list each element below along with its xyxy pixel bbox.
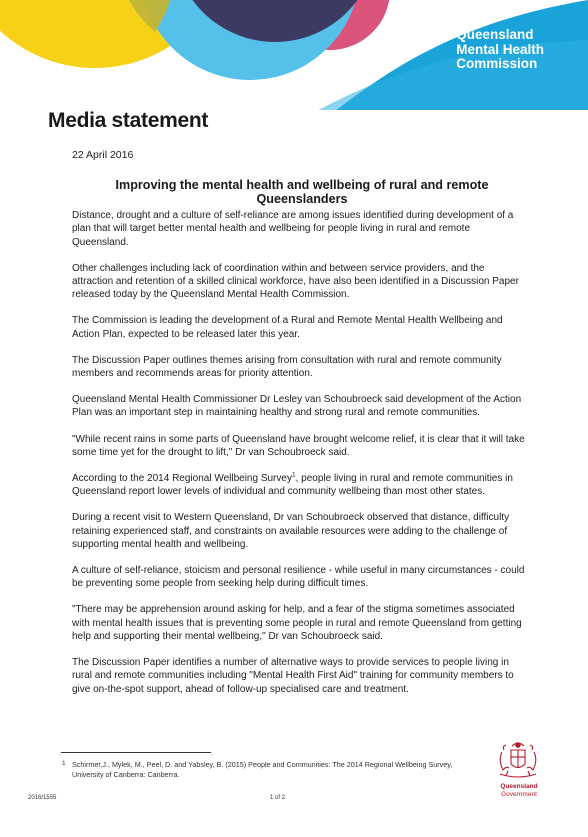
- body-text: [72, 209, 528, 709]
- paragraph: During a recent visit to Western Queensland, Dr van Schoubroeck observed that distance, difficulty retaining experienced staff, and constraints on available resources were adding to the challenge of supporting mental health and wellbeing.: [72, 512, 510, 550]
- org-name-line: Queensland: [456, 27, 534, 42]
- page-number: 1 of 2: [270, 795, 286, 801]
- footnote-marker: 1: [62, 760, 66, 767]
- release-date: 22 April 2016: [72, 149, 134, 161]
- document-reference: 2016/1555: [28, 795, 57, 801]
- paragraph: "There may be apprehension around asking for help, and a fear of the stigma sometimes associated with mental health issues that is preventing some people in rural and remote Queensland from getting help and supporting their mental wellbeing," Dr van Schoubroeck said.: [72, 604, 522, 642]
- paragraph: A culture of self-reliance, stoicism and personal resilience - while useful in many circumstances - could be preventing some people from seeking help during difficult times.: [72, 565, 525, 590]
- footnote-divider: [61, 752, 211, 753]
- org-name-line: Commission: [456, 56, 538, 71]
- queensland-crest-icon: [494, 740, 542, 782]
- footnote: [62, 760, 462, 779]
- survey-text: According to the 2014 Regional Wellbeing Survey: [72, 472, 292, 484]
- paragraph-survey: [72, 472, 528, 499]
- paragraph: The Discussion Paper identifies a number of alternative ways to provide services to people living in rural and remote communities including "Mental Health First Aid" training for community members to give on-the-spot support, ahead of follow-up specialised care and treatment.: [72, 657, 514, 695]
- gov-logo-line: Queensland: [500, 783, 538, 790]
- paragraph: Queensland Mental Health Commissioner Dr Lesley van Schoubroeck said development of the Action Plan was an important step in maintaining healthy and strong rural and remote communities.: [72, 394, 522, 419]
- paragraph: Other challenges including lack of coordination within and between service providers, and the attraction and retention of a skilled clinical workforce, have also been identified in a Discussion Paper released today by the Queensland Mental Health Commission.: [72, 262, 519, 301]
- paragraph: The Discussion Paper outlines themes arising from consultation with rural and remote community members and recommends areas for priority attention.: [72, 354, 502, 380]
- government-logo-text: [496, 783, 542, 798]
- document-type: Media statement: [48, 109, 209, 132]
- org-name: [456, 28, 544, 72]
- footnote-text: Schirmer,J., Mylek, M., Peel, D. and Yabsley, B. (2015) People and Communities: The 2014 Regional Wellbeing Survey, University of Canberra: Canberra.: [72, 760, 453, 779]
- paragraph: Distance, drought and a culture of self-reliance are among issues identified during development of a plan that will target better mental health and wellbeing for people living in rural and remote Queensland.: [72, 210, 514, 248]
- org-name-line: Mental Health: [456, 41, 544, 57]
- paragraph: The Commission is leading the development of a Rural and Remote Mental Health Wellbeing and Action Plan, expected to be released later this year.: [72, 315, 503, 340]
- footnote-reference[interactable]: 1: [291, 471, 296, 479]
- paragraph: "While recent rains in some parts of Queensland have brought welcome relief, it is clear that it will take some time yet for the drought to lift," Dr van Schoubroeck said.: [72, 433, 525, 458]
- headline: Improving the mental health and wellbeing of rural and remote Queenslanders: [115, 178, 489, 206]
- gov-logo-line: Government: [501, 790, 537, 798]
- survey-text: , people living in rural and remote communities in Queensland report lower levels of individual and community wellbeing than most other states.: [72, 472, 513, 498]
